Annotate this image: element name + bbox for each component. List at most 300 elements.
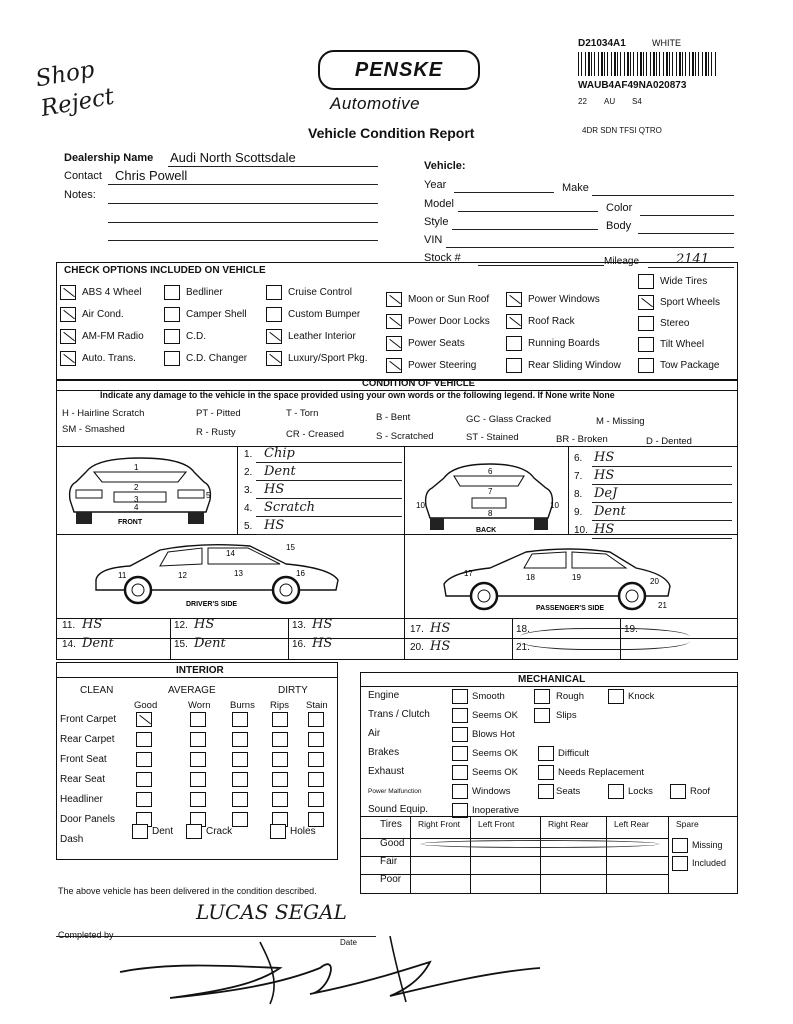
year-line[interactable] bbox=[454, 192, 554, 193]
style-label: Style bbox=[424, 216, 449, 228]
option-checkbox-wide-tires[interactable] bbox=[638, 274, 654, 289]
penske-logo bbox=[318, 50, 480, 90]
tires-row-label: Good bbox=[380, 838, 405, 849]
option-label: Tilt Wheel bbox=[660, 339, 705, 350]
damage-number: 17. bbox=[410, 624, 424, 635]
damage-line bbox=[592, 520, 732, 521]
interior-checkbox[interactable] bbox=[232, 792, 248, 807]
interior-checkbox[interactable] bbox=[308, 732, 324, 747]
interior-checkbox[interactable] bbox=[232, 812, 248, 827]
mech-row-label: Sound Equip. bbox=[368, 804, 429, 815]
interior-checkbox[interactable] bbox=[308, 772, 324, 787]
make-line[interactable] bbox=[592, 195, 734, 196]
mech-row-label: Air bbox=[368, 728, 381, 739]
interior-col-worn: Worn bbox=[188, 700, 211, 711]
option-label: Roof Rack bbox=[528, 316, 575, 327]
damage-number: 7. bbox=[574, 471, 583, 482]
damage-number: 20. bbox=[410, 642, 424, 653]
body-line[interactable] bbox=[638, 233, 734, 234]
damage-number: 11. bbox=[62, 620, 76, 631]
legend-item: H - Hairline Scratch bbox=[62, 408, 145, 419]
damage-number: 9. bbox=[574, 507, 583, 518]
svg-text:19: 19 bbox=[572, 573, 581, 582]
tires-rule bbox=[360, 838, 668, 839]
dash-option-label: Crack bbox=[206, 826, 233, 837]
mech-row-label: Exhaust bbox=[368, 766, 405, 777]
option-label: ABS 4 Wheel bbox=[82, 287, 142, 298]
mech-checkbox[interactable] bbox=[538, 746, 554, 761]
option-label: Running Boards bbox=[528, 338, 600, 349]
interior-checkbox[interactable] bbox=[272, 752, 288, 767]
mech-option-label: Difficult bbox=[558, 748, 589, 759]
mech-checkbox[interactable] bbox=[452, 689, 468, 704]
interior-row-label: Door Panels bbox=[60, 814, 116, 825]
damage-entry[interactable]: HS bbox=[194, 617, 215, 632]
tires-header: Spare bbox=[676, 819, 699, 829]
driver-view-label: DRIVER'S SIDE bbox=[186, 601, 238, 608]
svg-text:7: 7 bbox=[488, 487, 493, 496]
interior-col-burns: Burns bbox=[230, 700, 255, 711]
cond-divider-1 bbox=[237, 446, 238, 534]
vehicle-heading: Vehicle: bbox=[424, 160, 466, 172]
mech-option-label: Rough bbox=[556, 691, 584, 702]
damage-entry[interactable]: HS bbox=[264, 482, 285, 497]
tag-desc: 4DR SDN TFSI QTRO bbox=[582, 126, 662, 135]
option-label: Bedliner bbox=[186, 287, 223, 298]
legend-item: BR - Broken bbox=[556, 434, 608, 445]
option-checkbox-sport-wheels[interactable] bbox=[638, 295, 654, 310]
interior-col-rips: Rips bbox=[270, 700, 290, 711]
svg-text:2: 2 bbox=[134, 483, 139, 492]
damage-number: 14. bbox=[62, 639, 76, 650]
mileage-label: Mileage bbox=[604, 256, 640, 267]
legend-item: T - Torn bbox=[286, 408, 319, 419]
svg-text:15: 15 bbox=[286, 543, 295, 552]
svg-text:10: 10 bbox=[550, 501, 559, 510]
mech-option-label: Blows Hot bbox=[472, 729, 515, 740]
front-view-label: FRONT bbox=[118, 519, 143, 526]
damage-entry[interactable]: Scratch bbox=[264, 500, 316, 515]
notes-line-1 bbox=[108, 203, 378, 204]
interior-checkbox[interactable] bbox=[308, 752, 324, 767]
interior-group-clean: CLEAN bbox=[80, 685, 114, 696]
svg-text:5: 5 bbox=[206, 491, 211, 500]
date-label: Date bbox=[340, 938, 357, 947]
interior-checkbox[interactable] bbox=[136, 772, 152, 787]
tires-header: Left Front bbox=[478, 819, 515, 829]
mech-option-label: Needs Replacement bbox=[558, 767, 645, 778]
svg-text:21: 21 bbox=[658, 601, 667, 610]
damage-entry[interactable]: HS bbox=[430, 639, 451, 654]
interior-group-dirty: DIRTY bbox=[278, 685, 308, 696]
legend-item: GC - Glass Cracked bbox=[466, 414, 551, 425]
mech-checkbox[interactable] bbox=[538, 765, 554, 780]
contact-value[interactable]: Chris Powell bbox=[115, 168, 188, 183]
damage-entry[interactable]: HS bbox=[264, 518, 285, 533]
option-label: C.D. Changer bbox=[186, 353, 248, 364]
mech-checkbox[interactable] bbox=[538, 784, 554, 799]
mech-option-label: Windows bbox=[472, 786, 511, 797]
mech-option-label: Roof bbox=[690, 786, 711, 797]
mechanical-heading: MECHANICAL bbox=[518, 674, 586, 685]
option-label: Power Seats bbox=[408, 338, 465, 349]
tires-divider bbox=[540, 816, 541, 894]
damage-number: 10. bbox=[574, 525, 588, 536]
cond-cell-divider bbox=[170, 618, 171, 660]
tires-header: Tires bbox=[380, 819, 402, 830]
option-checkbox-c-d-changer[interactable] bbox=[164, 351, 180, 366]
interior-checkbox[interactable] bbox=[272, 712, 288, 727]
svg-text:1: 1 bbox=[134, 463, 139, 472]
model-line[interactable] bbox=[458, 211, 598, 212]
damage-entry[interactable]: HS bbox=[312, 636, 333, 651]
color-label: Color bbox=[606, 202, 633, 214]
option-checkbox-moon-or-sun-roof[interactable] bbox=[386, 292, 402, 307]
mech-checkbox[interactable] bbox=[452, 765, 468, 780]
spare-checkbox[interactable] bbox=[672, 838, 688, 853]
option-label: C.D. bbox=[186, 331, 206, 342]
signature-scribble bbox=[110, 932, 550, 1012]
logo-brand: PENSKE bbox=[354, 58, 444, 81]
svg-text:14: 14 bbox=[226, 549, 235, 558]
mech-checkbox[interactable] bbox=[608, 689, 624, 704]
option-label: Cruise Control bbox=[288, 287, 352, 298]
svg-text:11: 11 bbox=[118, 571, 127, 580]
interior-row-label: Front Seat bbox=[60, 754, 107, 765]
tires-header: Right Rear bbox=[548, 819, 589, 829]
option-checkbox-tilt-wheel[interactable] bbox=[638, 337, 654, 352]
damage-entry[interactable]: HS bbox=[82, 617, 103, 632]
dash-checkbox[interactable] bbox=[132, 824, 148, 839]
option-label: Camper Shell bbox=[186, 309, 247, 320]
svg-text:16: 16 bbox=[296, 569, 305, 578]
stock-label: Stock # bbox=[424, 252, 461, 264]
dash-option-label: Dent bbox=[152, 826, 174, 837]
style-line[interactable] bbox=[452, 229, 598, 230]
mech-row-label: Engine bbox=[368, 690, 400, 701]
mech-option-label: Seems OK bbox=[472, 710, 518, 721]
mech-checkbox[interactable] bbox=[452, 746, 468, 761]
option-checkbox-power-seats[interactable] bbox=[386, 336, 402, 351]
mech-checkbox[interactable] bbox=[534, 689, 550, 704]
option-checkbox-cruise-control[interactable] bbox=[266, 285, 282, 300]
mileage-value[interactable]: 2141 bbox=[676, 252, 710, 267]
notes-line-2 bbox=[108, 222, 378, 223]
option-checkbox-tow-package[interactable] bbox=[638, 358, 654, 373]
tires-divider bbox=[470, 816, 471, 894]
interior-row-label: Front Carpet bbox=[60, 714, 117, 725]
interior-checkbox[interactable] bbox=[136, 732, 152, 747]
damage-entry[interactable]: HS bbox=[594, 522, 615, 537]
legend-item: B - Bent bbox=[376, 412, 411, 423]
body-label: Body bbox=[606, 220, 632, 232]
interior-heading: INTERIOR bbox=[176, 665, 224, 676]
dealership-line bbox=[168, 166, 378, 167]
svg-text:20: 20 bbox=[650, 577, 659, 586]
page-title: Vehicle Condition Report bbox=[308, 125, 475, 141]
damage-entry[interactable]: Dent bbox=[82, 636, 114, 651]
damage-number: 8. bbox=[574, 489, 583, 500]
tires-rule bbox=[360, 856, 668, 857]
svg-text:10: 10 bbox=[416, 501, 425, 510]
damage-number: 15. bbox=[174, 639, 188, 650]
option-label: AM-FM Radio bbox=[82, 331, 144, 342]
option-label: Tow Package bbox=[660, 360, 720, 371]
option-checkbox-power-steering[interactable] bbox=[386, 358, 402, 373]
interior-group-average: AVERAGE bbox=[168, 685, 216, 696]
interior-checkbox[interactable] bbox=[232, 752, 248, 767]
damage-entry[interactable]: Dent bbox=[594, 504, 626, 519]
option-checkbox-luxury-sport-pkg[interactable] bbox=[266, 351, 282, 366]
car-front-drawing bbox=[66, 452, 214, 530]
mech-option-label: Seats bbox=[556, 786, 581, 797]
damage-line bbox=[256, 534, 402, 535]
damage-entry[interactable]: HS bbox=[594, 468, 615, 483]
interior-checkbox[interactable] bbox=[272, 772, 288, 787]
spare-checkbox[interactable] bbox=[672, 856, 688, 871]
legend-item: ST - Stained bbox=[466, 432, 519, 443]
option-checkbox-custom-bumper[interactable] bbox=[266, 307, 282, 322]
interior-checkbox[interactable] bbox=[308, 712, 324, 727]
damage-line bbox=[256, 462, 402, 463]
dealership-value[interactable]: Audi North Scottsdale bbox=[170, 150, 296, 165]
interior-checkbox[interactable] bbox=[190, 712, 206, 727]
option-label: Air Cond. bbox=[82, 309, 124, 320]
option-label: Power Door Locks bbox=[408, 316, 490, 327]
legend-item: CR - Creased bbox=[286, 429, 345, 440]
options-heading: CHECK OPTIONS INCLUDED ON VEHICLE bbox=[64, 265, 266, 276]
mech-checkbox[interactable] bbox=[608, 784, 624, 799]
interior-checkbox[interactable] bbox=[232, 772, 248, 787]
contact-label: Contact bbox=[64, 170, 102, 182]
tag-color: WHITE bbox=[652, 38, 681, 48]
interior-checkbox[interactable] bbox=[308, 792, 324, 807]
damage-entry[interactable]: HS bbox=[312, 617, 333, 632]
interior-checkbox[interactable] bbox=[190, 732, 206, 747]
damage-number: 19. bbox=[624, 624, 638, 635]
legend-item: M - Missing bbox=[596, 416, 645, 427]
option-checkbox-leather-interior[interactable] bbox=[266, 329, 282, 344]
tag-year: 22 bbox=[578, 97, 587, 106]
svg-text:12: 12 bbox=[178, 571, 187, 580]
year-label: Year bbox=[424, 179, 447, 191]
legend-rule bbox=[56, 446, 738, 447]
mech-checkbox[interactable] bbox=[452, 708, 468, 723]
cond-divider-2 bbox=[404, 446, 405, 660]
option-label: Rear Sliding Window bbox=[528, 360, 621, 371]
tires-divider bbox=[606, 816, 607, 894]
damage-entry[interactable]: HS bbox=[430, 621, 451, 636]
interior-checkbox[interactable] bbox=[190, 752, 206, 767]
interior-checkbox[interactable] bbox=[232, 712, 248, 727]
mech-option-label: Seems OK bbox=[472, 748, 518, 759]
option-label: Custom Bumper bbox=[288, 309, 361, 320]
back-view-label: BACK bbox=[476, 527, 497, 534]
svg-text:13: 13 bbox=[234, 569, 243, 578]
color-line[interactable] bbox=[640, 215, 734, 216]
damage-line bbox=[256, 480, 402, 481]
interior-checkbox[interactable] bbox=[136, 712, 152, 727]
vin-line[interactable] bbox=[446, 247, 734, 248]
dash-checkbox[interactable] bbox=[186, 824, 202, 839]
svg-text:18: 18 bbox=[526, 573, 535, 582]
option-checkbox-stereo[interactable] bbox=[638, 316, 654, 331]
option-label: Stereo bbox=[660, 318, 690, 329]
svg-text:6: 6 bbox=[488, 467, 493, 476]
damage-number: 16. bbox=[292, 639, 306, 650]
damage-number: 12. bbox=[174, 620, 188, 631]
legend-item: R - Rusty bbox=[196, 427, 236, 438]
legend-item: PT - Pitted bbox=[196, 408, 241, 419]
svg-text:8: 8 bbox=[488, 509, 493, 518]
damage-entry[interactable]: Chip bbox=[264, 446, 295, 461]
damage-number: 2. bbox=[244, 467, 253, 478]
cond-divider-3 bbox=[568, 446, 569, 534]
option-checkbox-running-boards[interactable] bbox=[506, 336, 522, 351]
damage-number: 21. bbox=[516, 642, 530, 653]
legend-item: D - Dented bbox=[646, 436, 692, 447]
dash-option-label: Holes bbox=[290, 826, 316, 837]
tires-header: Left Rear bbox=[614, 819, 649, 829]
mech-option-label: Seems OK bbox=[472, 767, 518, 778]
tires-divider bbox=[410, 816, 411, 894]
damage-line bbox=[592, 538, 732, 539]
legend-item: SM - Smashed bbox=[62, 424, 125, 435]
mech-option-label: Knock bbox=[628, 691, 655, 702]
tires-good-scribble bbox=[420, 840, 660, 848]
logo-sub: Automotive bbox=[330, 94, 421, 113]
interior-checkbox[interactable] bbox=[308, 812, 324, 827]
damage-number: 1. bbox=[244, 449, 253, 460]
tag-make: AU bbox=[604, 97, 616, 106]
option-checkbox-auto-trans[interactable] bbox=[60, 351, 76, 366]
car-driver-drawing bbox=[90, 540, 350, 610]
option-label: Luxury/Sport Pkg. bbox=[288, 353, 368, 364]
damage-number: 5. bbox=[244, 521, 253, 532]
strike-scribble bbox=[520, 628, 690, 650]
option-checkbox-rear-sliding-window[interactable] bbox=[506, 358, 522, 373]
option-checkbox-camper-shell[interactable] bbox=[164, 307, 180, 322]
damage-line bbox=[256, 498, 402, 499]
damage-number: 3. bbox=[244, 485, 253, 496]
passenger-view-label: PASSENGER'S SIDE bbox=[536, 605, 605, 612]
mech-option-label: Inoperative bbox=[472, 805, 520, 816]
tag-code: D21034A1 bbox=[578, 38, 626, 49]
damage-entry[interactable]: HS bbox=[594, 450, 615, 465]
damage-number: 6. bbox=[574, 453, 583, 464]
condition-heading: CONDITION OF VEHICLE bbox=[362, 378, 475, 389]
barcode bbox=[578, 52, 718, 76]
option-checkbox-power-windows[interactable] bbox=[506, 292, 522, 307]
mech-row-label: Trans / Clutch bbox=[368, 709, 430, 720]
option-checkbox-power-door-locks[interactable] bbox=[386, 314, 402, 329]
option-checkbox-am-fm-radio[interactable] bbox=[60, 329, 76, 344]
interior-checkbox[interactable] bbox=[232, 732, 248, 747]
interior-checkbox[interactable] bbox=[190, 772, 206, 787]
notes-label: Notes: bbox=[64, 189, 96, 201]
interior-row-label: Rear Seat bbox=[60, 774, 106, 785]
interior-checkbox[interactable] bbox=[272, 792, 288, 807]
vin-label: VIN bbox=[424, 234, 443, 246]
svg-text:17: 17 bbox=[464, 569, 473, 578]
tag-model: S4 bbox=[632, 97, 642, 106]
option-checkbox-bedliner[interactable] bbox=[164, 285, 180, 300]
damage-entry[interactable]: Dent bbox=[264, 464, 296, 479]
contact-line bbox=[108, 184, 378, 185]
interior-col-stain: Stain bbox=[306, 700, 328, 711]
cond-cell-divider bbox=[288, 618, 289, 660]
car-passenger-drawing bbox=[440, 544, 680, 614]
mech-option-label: Slips bbox=[556, 710, 577, 721]
damage-line bbox=[592, 502, 732, 503]
notes-line-3 bbox=[108, 240, 378, 241]
mech-checkbox[interactable] bbox=[534, 708, 550, 723]
option-label: Wide Tires bbox=[660, 276, 708, 287]
tires-row-label: Fair bbox=[380, 856, 398, 867]
dealership-label: Dealership Name bbox=[64, 152, 154, 164]
damage-entry[interactable]: Dent bbox=[194, 636, 226, 651]
option-label: Leather Interior bbox=[288, 331, 356, 342]
cond-rule-low bbox=[56, 618, 738, 619]
option-label: Moon or Sun Roof bbox=[408, 294, 490, 305]
option-checkbox-air-cond[interactable] bbox=[60, 307, 76, 322]
option-label: Power Steering bbox=[408, 360, 477, 371]
option-label: Sport Wheels bbox=[660, 297, 721, 308]
interior-checkbox[interactable] bbox=[272, 732, 288, 747]
tag-vin: WAUB4AF49NA020873 bbox=[578, 80, 687, 91]
signature-name: LUCAS SEGAL bbox=[196, 900, 347, 924]
damage-line bbox=[592, 466, 732, 467]
interior-heading-rule bbox=[56, 677, 338, 678]
interior-row-label: Headliner bbox=[60, 794, 103, 805]
option-checkbox-c-d[interactable] bbox=[164, 329, 180, 344]
option-label: Auto. Trans. bbox=[82, 353, 136, 364]
tires-header: Right Front bbox=[418, 819, 461, 829]
mech-row-label: Brakes bbox=[368, 747, 400, 758]
damage-line bbox=[256, 516, 402, 517]
condition-instruction: Indicate any damage to the vehicle in the space provided using your own words or the following legend. If None write None bbox=[100, 390, 615, 400]
svg-text:4: 4 bbox=[134, 503, 139, 512]
interior-col-good: Good bbox=[134, 700, 158, 711]
damage-entry[interactable]: DeJ bbox=[594, 486, 618, 501]
interior-checkbox[interactable] bbox=[136, 752, 152, 767]
mechanical-heading-rule bbox=[360, 686, 738, 687]
damage-number: 13. bbox=[292, 620, 306, 631]
dash-checkbox[interactable] bbox=[270, 824, 286, 839]
mech-checkbox[interactable] bbox=[452, 727, 468, 742]
interior-checkbox[interactable] bbox=[136, 792, 152, 807]
mech-checkbox[interactable] bbox=[452, 784, 468, 799]
make-label: Make bbox=[562, 182, 589, 194]
interior-row-label: Rear Carpet bbox=[60, 734, 115, 745]
mech-option-label: Locks bbox=[628, 786, 653, 797]
mech-option-label: Smooth bbox=[472, 691, 505, 702]
mech-checkbox[interactable] bbox=[670, 784, 686, 799]
damage-number: 4. bbox=[244, 503, 253, 514]
tires-rule bbox=[360, 874, 668, 875]
spare-option-label: Included bbox=[692, 858, 727, 868]
svg-text:3: 3 bbox=[134, 495, 139, 504]
damage-number: 18. bbox=[516, 624, 530, 635]
legend-item: S - Scratched bbox=[376, 431, 434, 442]
option-label: Power Windows bbox=[528, 294, 600, 305]
option-checkbox-roof-rack[interactable] bbox=[506, 314, 522, 329]
option-checkbox-abs-4-wheel[interactable] bbox=[60, 285, 76, 300]
tires-rule bbox=[360, 816, 738, 817]
completed-by-label: Completed by bbox=[58, 930, 114, 940]
damage-line bbox=[592, 484, 732, 485]
interior-checkbox[interactable] bbox=[190, 792, 206, 807]
